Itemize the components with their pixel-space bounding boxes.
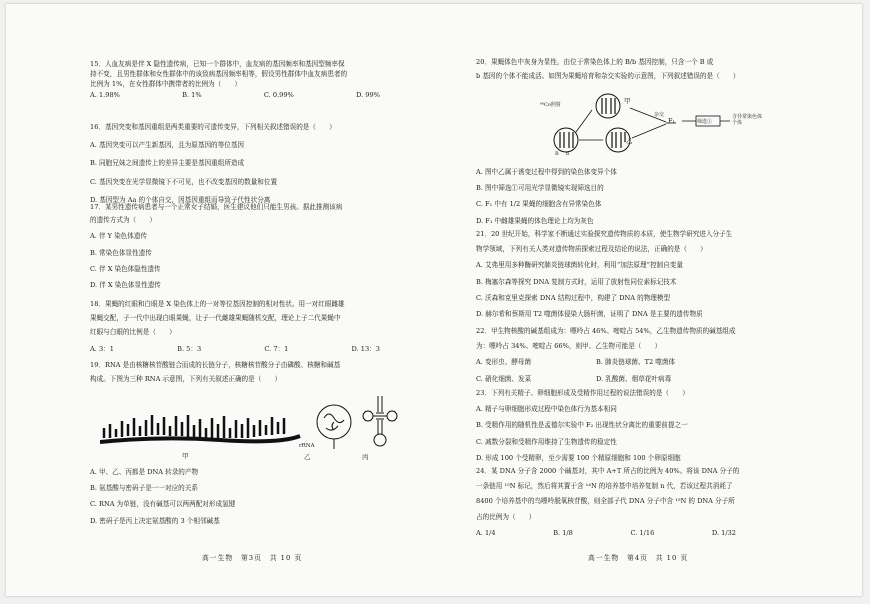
q19-option-d: D. 密码子是丙上决定氨基酸的 3 个相邻碱基	[90, 516, 220, 525]
breeding-figure	[546, 92, 766, 162]
rrna-shape	[317, 405, 351, 449]
q24-option-a: A. 1/4	[476, 528, 496, 537]
q23-option-b: B. 受精作用的随机性是孟德尔实验中 F₂ 出现性状分离比的重要前提之一	[476, 421, 688, 430]
trna-shape	[363, 396, 397, 446]
q15-line-3: 比例为 1%，在女性群体中携带者的比例为（ ）	[90, 80, 242, 89]
q15-option-b: B. 1%	[182, 90, 202, 99]
q24-option-d: D. 1/32	[711, 528, 736, 537]
right-page-footer: 高一生物 第4页 共 10 页	[588, 554, 689, 562]
q17-line-2: 的遗传方式为（ ）	[90, 216, 156, 225]
mrna-strand	[100, 415, 300, 442]
q18-line-3: 红眼与白眼的比例是（ ）	[90, 328, 176, 337]
q23-stem: 23．下列有关精子、卵细胞形成及受精作用过程的说法错误的是（ ）	[476, 389, 689, 397]
q18-option-c: C. 7：1	[264, 344, 289, 353]
q19-option-b: B. 氨基酸与密码子是一一对应的关系	[90, 484, 198, 493]
q20-option-b: B. 图中筛选①可用光学显微镜实现筛选目的	[476, 184, 604, 193]
fig-label-f1: F₁	[668, 117, 676, 125]
fig-label-result: 含异常染色体个体	[732, 114, 763, 126]
q17-option-b: B. 常染色体显性遗传	[90, 248, 152, 257]
q22-line-1: 22．甲生物核酸的碱基组成为：嘌呤占 46%、嘧啶占 54%，乙生物遗传物质的碱基组成	[476, 327, 736, 335]
q21-option-a: A. 艾弗里用多种酶研究肺炎链球菌转化时，利用“加法原理”控制自变量	[476, 261, 683, 270]
question-20	[476, 57, 794, 81]
q21-option-b: B. 梅塞尔森等探究 DNA 复制方式时，运用了放射性同位素标记技术	[476, 277, 677, 286]
arrow-up	[576, 110, 592, 132]
question-18	[90, 299, 413, 354]
figure-label-bing: 丙	[362, 453, 369, 461]
q15-line-1: 15．人血友病是伴 X 隐性遗传病，已知一个群体中，血友病的基因频率和基因型频率保	[90, 60, 345, 68]
question-16	[90, 122, 413, 205]
q24-option-b: B. 1/8	[553, 528, 573, 537]
q17-option-d: D. 伴 X 染色体显性遗传	[90, 281, 161, 290]
q16-option-d: D. 基因型为 Aa 的个体自交，因基因重组而导致子代性状分离	[90, 195, 271, 204]
q24-line-1: 24．某 DNA 分子含 2000 个碱基对，其中 A+T 所占的比例为 40%。将该 DNA 分子的	[476, 467, 740, 475]
q15-option-d: D. 99%	[356, 90, 380, 99]
q20-line-2: b 基因的个体不能成活。如图为果蝇培育和杂交实验的示意图，下列叙述错误的是（ ）	[476, 72, 740, 81]
q22-options-row-2	[476, 374, 706, 384]
exam-sheet	[6, 4, 862, 596]
q24-line-3: 8400 个培养基中的鸟嘌呤脱氧核苷酸，则全部子代 DNA 分子中含 ¹⁵N 的 DNA 分子所	[476, 497, 735, 506]
q21-option-c: C. 沃森和克里克探索 DNA 结构过程中，构建了 DNA 的物理模型	[476, 293, 671, 302]
q18-option-b: B. 5：3	[177, 344, 202, 353]
q24-line-4: 占的比例为（ ）	[476, 512, 536, 521]
q15-options	[90, 90, 380, 100]
q21-line-1: 21．20 世纪开始，科学家不断通过实验探究遗传物质的本质，使生物学研究进入分子生	[476, 230, 733, 238]
q17-line-1: 17．某男性遗传病患者与一个正常女子结婚，医生建议他们只能生男孩。据此推测该病	[90, 203, 343, 211]
left-page-footer: 高一生物 第3页 共 10 页	[202, 554, 303, 562]
q17-option-c: C. 伴 X 染色体隐性遗传	[90, 264, 161, 273]
q19-options	[90, 467, 413, 526]
q17-option-a: A. 伴 Y 染色体遗传	[90, 232, 148, 241]
q16-option-b: B. 同胞兄妹之间遗传上的差异主要是基因重组所造成	[90, 159, 245, 168]
q23-option-c: C. 减数分裂和受精作用维持了生物遗传的稳定性	[476, 437, 617, 446]
fig-label-radiation: ⁶⁰Co照射	[540, 102, 561, 108]
q19-option-c: C. RNA 为单链，没有碱基可以两两配对形成氢键	[90, 500, 236, 509]
rna-figure	[100, 396, 400, 466]
fig-label-gene-b-lower: b	[566, 151, 570, 157]
q21-option-d: D. 赫尔希和蔡斯用 T2 噬菌体侵染大肠杆菌，证明了 DNA 是主要的遗传物质	[476, 310, 703, 319]
fig-label-cross: 杂交	[654, 112, 665, 118]
q22-option-c: C. 硝化细菌、发菜	[476, 374, 532, 383]
q15-option-c: C. 0.99%	[263, 90, 294, 99]
q18-options	[90, 344, 380, 354]
fig-label-jia: 甲	[624, 97, 631, 105]
question-21	[476, 229, 794, 319]
q21-line-2: 物学领域，下列有关人类对遗传物质探索过程及结论的说法，正确的是（ ）	[476, 245, 707, 254]
question-22	[476, 326, 794, 384]
q24-option-c: C. 1/16	[630, 528, 655, 537]
q16-stem: 16．基因突变和基因重组是两类重要的可遗传变异，下列相关叙述错误的是（ ）	[90, 123, 336, 131]
q20-line-1: 20．果蝇体色中灰身为显性，由位于常染色体上的 B/b 基因控制，只含一个 B 或	[476, 58, 714, 66]
question-19	[90, 360, 413, 384]
q19-line-2: 构成。下图为三种 RNA 示意图，下列有关叙述正确的是（ ）	[90, 375, 282, 384]
fig-label-yi: 乙	[626, 137, 633, 145]
q22-option-d: D. 乳酸菌、烟草花叶病毒	[596, 374, 672, 383]
q18-line-1: 18．果蝇的红眼和白眼是 X 染色体上的一对等位基因控制的相对性状。用一对红眼雌雄	[90, 300, 345, 308]
q20-option-a: A. 图中乙属于诱变过程中得到的染色体变异个体	[476, 168, 617, 176]
q22-option-b: B. 肺炎链球菌、T2 噬菌体	[596, 358, 676, 367]
q22-line-2: 为：嘌呤占 34%、嘧啶占 66%，则甲、乙生物可能是（ ）	[476, 342, 662, 351]
q15-line-2: 持不变，且男性群体和女性群体中的该致病基因频率相等，假设男性群体中血友病患者的	[90, 70, 348, 79]
fig-label-select: 筛选①	[697, 119, 713, 125]
q20-option-d: D. F₁ 中雌雄果蝇的体色理论上均为灰色	[476, 216, 594, 225]
q18-option-d: D. 13：3	[351, 344, 380, 353]
q16-option-a: A. 基因突变可以产生新基因，且为原基因的等位基因	[90, 141, 245, 150]
q23-option-d: D. 形成 100 个受精卵，至少需要 100 个精原细胞和 100 个卵原细胞	[476, 453, 681, 462]
figure-label-rrna: rRNA	[299, 443, 315, 449]
figure-label-yi: 乙	[304, 453, 311, 461]
q16-option-c: C. 基因突变在光学显微镜下不可见，也不改变基因的数量和位置	[90, 177, 278, 186]
q18-option-a: A. 3：1	[90, 344, 114, 353]
question-15	[90, 59, 413, 100]
q15-option-a: A. 1.98%	[90, 90, 120, 99]
q18-line-2: 果蝇交配，子一代中出现白眼果蝇，让子一代雌雄果蝇随机交配，理论上子二代果蝇中	[90, 314, 341, 323]
q20-option-c: C. F₁ 中有 1/2 果蝇的细胞含有异常染色体	[476, 200, 602, 209]
figure-label-jia: 甲	[182, 452, 189, 460]
q23-option-a: A. 精子与卵细胞形成过程中染色体行为基本相同	[476, 405, 617, 414]
q24-options	[476, 528, 736, 538]
q22-options-row-1	[476, 357, 706, 367]
cell-jia	[596, 94, 620, 118]
q24-line-2: 一条链用 ¹⁵N 标记，然后将其置于含 ¹⁴N 的培养基中培养复制 n 代，若该过程共消耗了	[476, 482, 733, 491]
q19-option-a: A. 甲、乙、丙都是 DNA 转录的产物	[90, 468, 199, 476]
question-23	[476, 388, 794, 463]
question-24	[476, 466, 794, 538]
q22-option-a: A. 变形虫、酵母菌	[476, 358, 532, 367]
question-17	[90, 202, 413, 290]
q19-line-1: 19．RNA 是由核糖核苷酸链合而成的长链分子，核糖核苷酸分子由磷酸、核糖和碱基	[90, 361, 341, 369]
fig-label-gene-b-upper: B	[555, 151, 559, 157]
q20-options	[476, 167, 794, 226]
